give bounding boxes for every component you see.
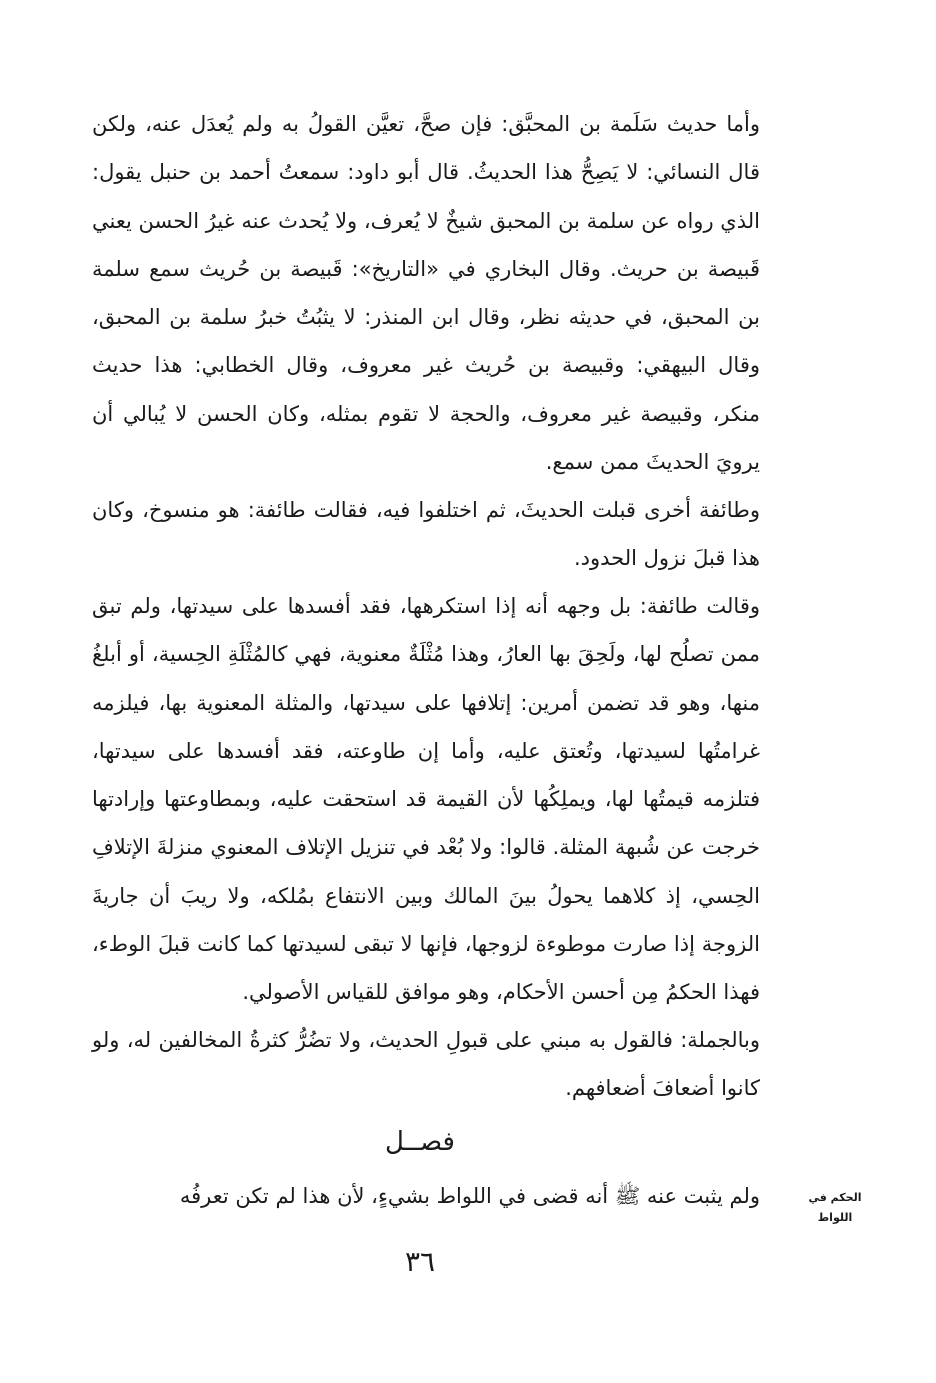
paragraph-abrogation-view: وطائفة أخرى قبلت الحديثَ، ثم اختلفوا فيه، فقالت طائفة: هو منسوخ، وكان هذا قبلَ نزول الحدود.: [92, 498, 760, 571]
section-heading: فصــل: [385, 1127, 455, 1157]
margin-side-note: الحكم في اللواط: [808, 1191, 862, 1224]
page-number: ٣٦: [404, 1245, 436, 1278]
paragraph-summary: وبالجملة: فالقول به مبني على قبولِ الحديث، ولا تضُرُّ كثرةُ المخالفين له، ولو كانوا أضعافَ أضعافهم.: [92, 1028, 760, 1101]
paragraph-moral-mutilation-view: وقالت طائفة: بل وجهه أنه إذا استكرهها، فقد أفسدها على سيدتها، ولم تبق ممن تصلُح لها، ولَحِقَ بها العارُ، وهذا مُثْلَةٌ معنوية، فهي كالمُثْلَةِ الحِسية، أو أبلغُ منها، وهو قد تضمن أمرين: إتلافها على سيدتها، والمثلة المعنوية بها، فيلزمه غرامتُها لسيدتها، وتُعتق عليه، وأما إن طاوعته، فقد أفسدها على سيدتها، فتلزمه قيمتُها لها، ويملِكُها لأن القيمة قد استحقت عليه، وبمطاوعتها وإرادتها خرجت عن شُبهة المثلة. قالوا: ولا بُعْد في تنزيل الإتلاف المعنوي منزلةَ الإتلافِ الحِسي، إذ كلاهما يحولُ بينَ المالك وبين الانتفاع بمُلكه، ولا ريبَ أن جاريةَ الزوجة إذا صارت موطوءة لزوجها، فإنها لا تبقى لسيدتها كما كانت قبلَ الوطء، فهذا الحكمُ مِن أحسن الأحكام، وهو موافق للقياس الأصولي.: [92, 594, 760, 1005]
paragraph-liwat-ruling: ولم يثبت عنه ﷺ أنه قضى في اللواط بشيءٍ، لأن هذا لم تكن تعرفُه: [179, 1184, 760, 1208]
paragraph-salama-hadith: وأما حديث سَلَمة بن المحبَّق: فإن صحَّ، تعيَّن القولُ به ولم يُعدَل عنه، ولكن قال النسائي: لا يَصِحُّ هذا الحديثُ. قال أبو داود: سمعتُ أحمد بن حنبل يقول: الذي رواه عن سلمة بن المحبق شيخٌ لا يُعرف، ولا يُحدث عنه غيرُ الحسن يعني قَبيصة بن حريث. وقال البخاري في «التاريخ»: قَبيصة بن حُريث سمع سلمة بن المحبق، في حديثه نظر، وقال ابن المنذر: لا يثبُتُ خبرُ سلمة بن المحبق، وقال البيهقي: وقبيصة بن حُريث غير معروف، وقال الخطابي: هذا حديث منكر، وقبيصة غير معروف، والحجة لا تقوم بمثله، وكان الحسن لا يُبالي أن يرويَ الحديثَ ممن سمع.: [92, 112, 760, 475]
